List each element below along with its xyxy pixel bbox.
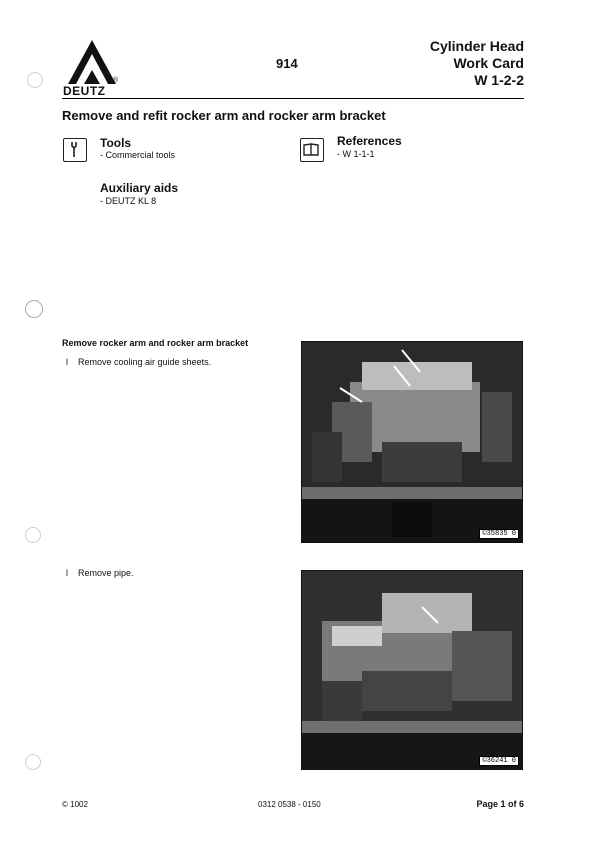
header-rule <box>62 98 524 99</box>
punch-hole <box>25 527 41 543</box>
photo-code: ©36241 0 <box>479 756 519 766</box>
punch-hole <box>25 754 41 770</box>
header-title-line1: Cylinder Head <box>429 38 524 54</box>
header-title <box>430 38 524 89</box>
step-text: Remove cooling air guide sheets. <box>78 357 212 367</box>
section-heading: Remove rocker arm and rocker arm bracket <box>62 338 249 348</box>
auxiliary-title: Auxiliary aids <box>100 181 179 195</box>
step-bullet: l <box>66 568 68 578</box>
brand-wordmark: DEUTZ <box>63 84 106 98</box>
punch-hole <box>25 300 43 318</box>
engine-photo <box>301 570 523 770</box>
step-item <box>66 568 134 578</box>
book-icon <box>300 138 324 162</box>
step-text: Remove pipe. <box>78 568 134 578</box>
step-bullet: l <box>66 357 68 367</box>
registered-mark: ® <box>113 77 119 84</box>
tools-title: Tools <box>100 136 132 150</box>
punch-hole <box>27 72 43 88</box>
tools-item: - Commercial tools <box>100 150 176 160</box>
header-title-line3: W 1-2-2 <box>474 72 524 88</box>
wrench-icon <box>63 138 87 162</box>
engine-photo <box>301 341 523 543</box>
step-item <box>66 357 211 367</box>
auxiliary-item: - DEUTZ KL 8 <box>100 196 157 206</box>
header-title-line2: Work Card <box>453 55 524 71</box>
model-number: 914 <box>276 56 298 71</box>
page-title: Remove and refit rocker arm and rocker arm bracket <box>62 108 386 123</box>
photo-code: ©35835 0 <box>479 529 519 539</box>
references-item: - W 1-1-1 <box>337 149 375 159</box>
footer-page-number: Page 1 of 6 <box>476 799 524 809</box>
references-title: References <box>337 134 402 148</box>
footer-copyright: © 1002 <box>62 800 88 809</box>
footer-doc-number: 0312 0538 - 0150 <box>258 800 321 809</box>
